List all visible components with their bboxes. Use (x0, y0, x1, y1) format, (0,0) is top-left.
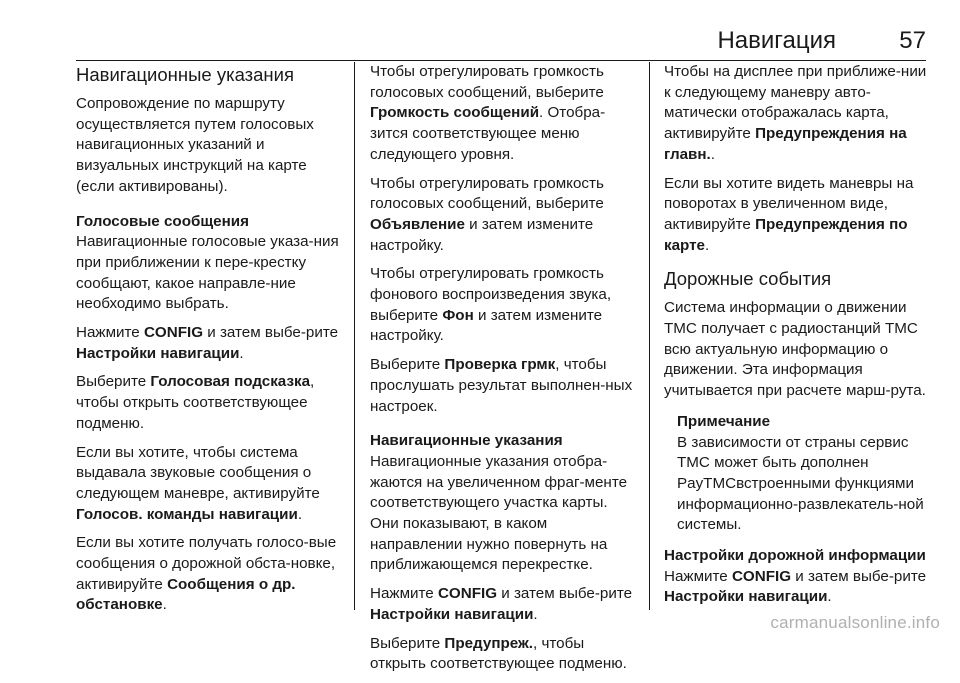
paragraph: Выберите Голосовая подсказка, чтобы открыть соответствующее подменю. (76, 373, 315, 432)
paragraph: Чтобы отрегулировать громкость голосовых сообщений, выберите Громкость сообщений. Отобра-зится соответствующее меню следующего уровня. (370, 63, 606, 163)
note-title: Примечание (677, 412, 771, 430)
paragraph: Если вы хотите видеть маневры на поворотах в увеличенном виде, активируйте Предупреждения по карте. (664, 174, 914, 254)
subsection-heading: Настройки дорожной информации (664, 547, 926, 565)
column-left (76, 62, 344, 624)
note-box (677, 412, 934, 536)
paragraph: Навигационные указания отобра-жаются на увеличенном фраг-менте соответствующего участка карты. Они показывают, в каком направлении нужно повернуть на приближающемся перекрестке. (370, 452, 628, 574)
paragraph: Чтобы отрегулировать громкость голосовых сообщений, выберите Объявление и затем измените настройку. (370, 174, 604, 254)
paragraph: Выберите Проверка грмк, чтобы прослушать результат выполнен-ных настроек. (370, 356, 633, 415)
paragraph: Нажмите CONFIG и затем выбе-рите Настройки навигации. (370, 585, 633, 623)
page-header (76, 26, 926, 60)
subsection-heading: Голосовые сообщения (76, 212, 249, 230)
paragraph: Система информации о движении TMC получает с радиостанций TMC всю актуальную информацию о движении. Эта информация учитывается при расчете марш-рута. (664, 299, 926, 400)
paragraph: Навигационные голосовые указа-ния при приближении к пере-крестку сообщают, какое направле-ние необходимо выбрать. (76, 233, 339, 313)
paragraph: Сопровождение по маршруту осуществляется путем голосовых навигационных указаний и визуальных инструкций на карте (если активированы). (76, 95, 314, 195)
paragraph: Чтобы отрегулировать громкость фонового воспроизведения звука, выберите Фон и затем измените настройку. (370, 265, 612, 345)
paragraph: Если вы хотите получать голосо-вые сообщения о дорожной обста-новке, активируйте Сообщения о др. обстановке. (76, 534, 337, 614)
column-divider (354, 62, 355, 610)
section-heading: Навигационные указания (76, 64, 294, 85)
page-title: Навигация (717, 27, 836, 54)
paragraph: Нажмите CONFIG и затем выбе-рите Настройки навигации. (76, 324, 339, 362)
paragraph: Чтобы на дисплее при приближе-нии к следующему маневру авто-матически отображалась карта, активируйте Предупреждения на главн.. (664, 63, 927, 163)
subsection-heading: Навигационные указания (370, 432, 563, 450)
section-heading: Дорожные события (664, 268, 832, 290)
watermark: carmanualsonline.info (770, 613, 940, 632)
paragraph: Нажмите CONFIG и затем выбе-рите Настройки навигации. (664, 567, 927, 606)
note-text: В зависимости от страны сервис TMC может быть дополнен PayTMCвстроенными функциями информационно-развлекатель-ной системы. (677, 433, 924, 534)
column-middle (370, 62, 640, 683)
paragraph: Если вы хотите, чтобы система выдавала звуковые сообщения о следующем маневре, активируйте Голосов. команды навигации. (76, 443, 320, 523)
page-number: 57 (899, 27, 926, 54)
column-divider (649, 62, 650, 610)
column-right (664, 62, 934, 616)
header-rule (76, 60, 926, 61)
paragraph: Выберите Предупреж., чтобы открыть соответствующее подменю. (370, 634, 627, 673)
